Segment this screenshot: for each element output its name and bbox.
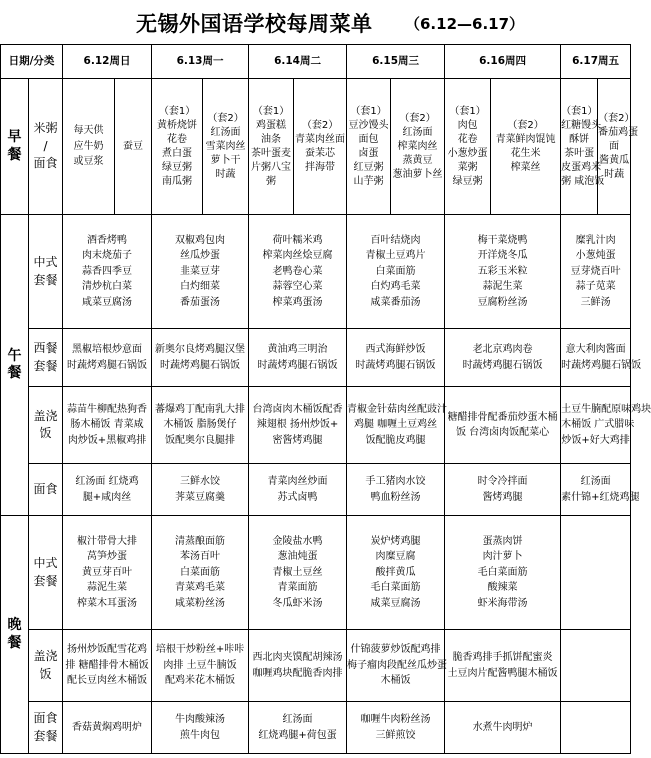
menu-cell: 蕃爆鸡丁配南乳大排 木桶饭 脂肠煲仔 饭配奥尔良腿排 bbox=[152, 387, 249, 464]
menu-cell: 意大利肉酱面 时蔬烤鸡腿石锅饭 bbox=[561, 329, 631, 387]
breakfast-cell: 每天供 应牛奶 或豆浆 bbox=[63, 79, 115, 215]
header-row bbox=[1, 45, 631, 79]
date-range: （6.12—6.17） bbox=[405, 15, 525, 33]
menu-cell: 咖喱牛肉粉丝汤 三鲜煎饺 bbox=[347, 702, 445, 754]
menu-cell: 青椒金针菇肉丝配豉汁 鸡腿 咖喱土豆鸡丝 饭配脆皮鸡腿 bbox=[347, 387, 445, 464]
breakfast-set1: （套1） 豆沙馒头 面包 卤蛋 红豆粥 山芋粥 bbox=[347, 79, 391, 215]
lunch-chinese-row bbox=[1, 215, 631, 329]
category-chinese-set: 中式 套餐 bbox=[29, 516, 63, 630]
menu-cell: 蒜苗牛柳配热狗香 肠木桶饭 青菜咸 肉炒饭+黑椒鸡排 bbox=[63, 387, 152, 464]
day-header: 6.15周三 bbox=[347, 45, 445, 79]
breakfast-set2: （套2） 红汤面 榨菜肉丝 蒸黄豆 葱油萝卜丝 bbox=[391, 79, 445, 215]
menu-cell-empty bbox=[561, 630, 631, 702]
breakfast-set1: （套1） 肉包 花卷 小葱炒蛋 菜粥 绿豆粥 bbox=[445, 79, 491, 215]
menu-cell: 时令冷拌面 酱烤鸡腿 bbox=[445, 464, 561, 516]
menu-cell: 糖醋排骨配番茄炒蛋木桶 饭 台湾卤肉饭配菜心 bbox=[445, 387, 561, 464]
menu-cell: 黄油鸡三明治 时蔬烤鸡腿石锅饭 bbox=[249, 329, 347, 387]
menu-cell: 什锦菠萝炒饭配鸡排 梅子瘤肉段配丝瓜炒蛋 木桶饭 bbox=[347, 630, 445, 702]
breakfast-set1: （套1） 红糖馒头 酥饼 茶叶蛋 皮蛋鸡米 粥 咸泡饭 bbox=[561, 79, 598, 215]
lunch-rice-row bbox=[1, 387, 631, 464]
menu-cell: 西北肉夹馍配胡辣汤 咖喱鸡块配脆香肉排 bbox=[249, 630, 347, 702]
day-header: 6.12周日 bbox=[63, 45, 152, 79]
menu-cell-empty bbox=[561, 702, 631, 754]
menu-cell: 双椒鸡包肉 丝瓜炒蛋 韭菜豆芽 白灼细菜 番茄蛋汤 bbox=[152, 215, 249, 329]
menu-cell: 红汤面 素什锦+红烧鸡腿 bbox=[561, 464, 631, 516]
category-western-set: 西餐 套餐 bbox=[29, 329, 63, 387]
category-noodle: 面食 bbox=[29, 464, 63, 516]
menu-title-bar bbox=[0, 0, 630, 44]
menu-cell: 酒香烤鸭 肉末烧茄子 蒜香四季豆 清炒杭白菜 咸菜豆腐汤 bbox=[63, 215, 152, 329]
menu-cell: 蛋蒸肉饼 肉汁萝卜 毛白菜面筋 酸辣菜 虾米海带汤 bbox=[445, 516, 561, 630]
lunch-western-row bbox=[1, 329, 631, 387]
menu-cell: 荷叶糯米鸡 榨菜肉丝烩豆腐 老鸭卷心菜 蒜蓉空心菜 榨菜鸡蛋汤 bbox=[249, 215, 347, 329]
day-header: 6.17周五 bbox=[561, 45, 631, 79]
menu-cell: 梅干菜烧鸭 开洋烧冬瓜 五彩玉米粒 蒜泥生菜 豆腐粉丝汤 bbox=[445, 215, 561, 329]
menu-cell: 清蒸酿面筋 苯汤百叶 白菜面筋 青菜鸡毛菜 咸菜粉丝汤 bbox=[152, 516, 249, 630]
breakfast-set2: （套2） 番茄鸡蛋 面 酱黄瓜 时蔬 bbox=[598, 79, 631, 215]
menu-cell: 新奥尔良烤鸡腿汉堡 时蔬烤鸡腿石锅饭 bbox=[152, 329, 249, 387]
day-header: 6.13周一 bbox=[152, 45, 249, 79]
category-noodle-set: 面食 套餐 bbox=[29, 702, 63, 754]
menu-cell: 牛肉酸辣汤 煎牛肉包 bbox=[152, 702, 249, 754]
day-header: 6.14周二 bbox=[249, 45, 347, 79]
menu-cell: 香菇黄焖鸡明炉 bbox=[63, 702, 152, 754]
lunch-noodle-row bbox=[1, 464, 631, 516]
menu-cell: 青菜肉丝炒面 苏式卤鸭 bbox=[249, 464, 347, 516]
menu-cell: 脆香鸡排手抓饼配蜜炎 土豆肉片配酱鸭腿木桶饭 bbox=[445, 630, 561, 702]
section-label-lunch: 午 餐 bbox=[1, 215, 29, 516]
menu-cell: 水煮牛肉明炉 bbox=[445, 702, 561, 754]
menu-cell: 红汤面 红烧鸡腿+荷包蛋 bbox=[249, 702, 347, 754]
menu-cell: 金陵盐水鸭 葱油炖蛋 青椒土豆丝 青菜面筋 冬瓜虾米汤 bbox=[249, 516, 347, 630]
header-corner: 日期/分类 bbox=[1, 45, 63, 79]
breakfast-set1: （套1） 黄桥烧饼 花卷 煮白蛋 绿豆粥 南瓜粥 bbox=[152, 79, 203, 215]
section-label-dinner: 晚 餐 bbox=[1, 516, 29, 754]
menu-cell: 三鲜水饺 荠菜豆腐羹 bbox=[152, 464, 249, 516]
category-chinese-set: 中式 套餐 bbox=[29, 215, 63, 329]
menu-cell: 椒汁带骨大排 莴笋炒蛋 黄豆芽百叶 蒜泥生菜 榨菜木耳蛋汤 bbox=[63, 516, 152, 630]
dinner-rice-row bbox=[1, 630, 631, 702]
menu-cell: 手工猪肉水饺 鸭血粉丝汤 bbox=[347, 464, 445, 516]
breakfast-set1: （套1） 鸡蛋糕 油条 茶叶蛋麦 片粥八宝 粥 bbox=[249, 79, 294, 215]
breakfast-cell: 蚕豆 bbox=[115, 79, 152, 215]
category-rice-bowl: 盖浇 饭 bbox=[29, 387, 63, 464]
menu-cell: 百叶结烧肉 青椒土豆鸡片 白菜面筋 白灼鸡毛菜 咸菜番茄汤 bbox=[347, 215, 445, 329]
menu-cell: 炭炉烤鸡腿 肉糜豆腐 酸拌黄瓜 毛白菜面筋 咸菜豆腐汤 bbox=[347, 516, 445, 630]
menu-cell-empty bbox=[561, 516, 631, 630]
weekly-menu-table bbox=[0, 44, 651, 754]
breakfast-set2: （套2） 青菜肉丝面 蚕苿芯 拌海带 bbox=[294, 79, 347, 215]
menu-cell: 台湾卤肉木桶饭配香 辣翅根 扬州炒饭+ 密酱烤鸡腿 bbox=[249, 387, 347, 464]
menu-cell: 红汤面 红烧鸡 腿+咸肉丝 bbox=[63, 464, 152, 516]
breakfast-set2: （套2） 青菜鲜肉馄饨 花生米 榨菜丝 bbox=[491, 79, 561, 215]
menu-cell: 黑椒培根炒意面 时蔬烤鸡腿石锅饭 bbox=[63, 329, 152, 387]
category-rice-bowl: 盖浇 饭 bbox=[29, 630, 63, 702]
menu-cell: 老北京鸡肉卷 时蔬烤鸡腿石锅饭 bbox=[445, 329, 561, 387]
menu-cell: 糜乳汁肉 小葱炖蛋 豆芽烧百叶 蒜子苋菜 三鲜汤 bbox=[561, 215, 631, 329]
menu-cell: 土豆牛腩配原味鸡块 木桶饭 广式腊味 炒饭+好大鸡排 bbox=[561, 387, 631, 464]
dinner-noodle-row bbox=[1, 702, 631, 754]
section-label-breakfast: 早 餐 bbox=[1, 79, 29, 215]
page-title: 无锡外国语学校每周菜单 bbox=[136, 12, 373, 36]
menu-cell: 扬州炒饭配雪花鸡 排 糖醋排骨木桶饭 配长豆肉丝木桶饭 bbox=[63, 630, 152, 702]
breakfast-row bbox=[1, 79, 631, 215]
category-porridge-noodle: 米粥 / 面食 bbox=[29, 79, 63, 215]
menu-cell: 西式海鲜炒饭 时蔬烤鸡腿石锅饭 bbox=[347, 329, 445, 387]
day-header: 6.16周四 bbox=[445, 45, 561, 79]
dinner-chinese-row bbox=[1, 516, 631, 630]
menu-cell: 培根干炒粉丝+咔咔 肉排 土豆牛腩饭 配鸡米花木桶饭 bbox=[152, 630, 249, 702]
breakfast-set2: （套2） 红汤面 雪菜肉丝 萝卜干 时蔬 bbox=[203, 79, 249, 215]
